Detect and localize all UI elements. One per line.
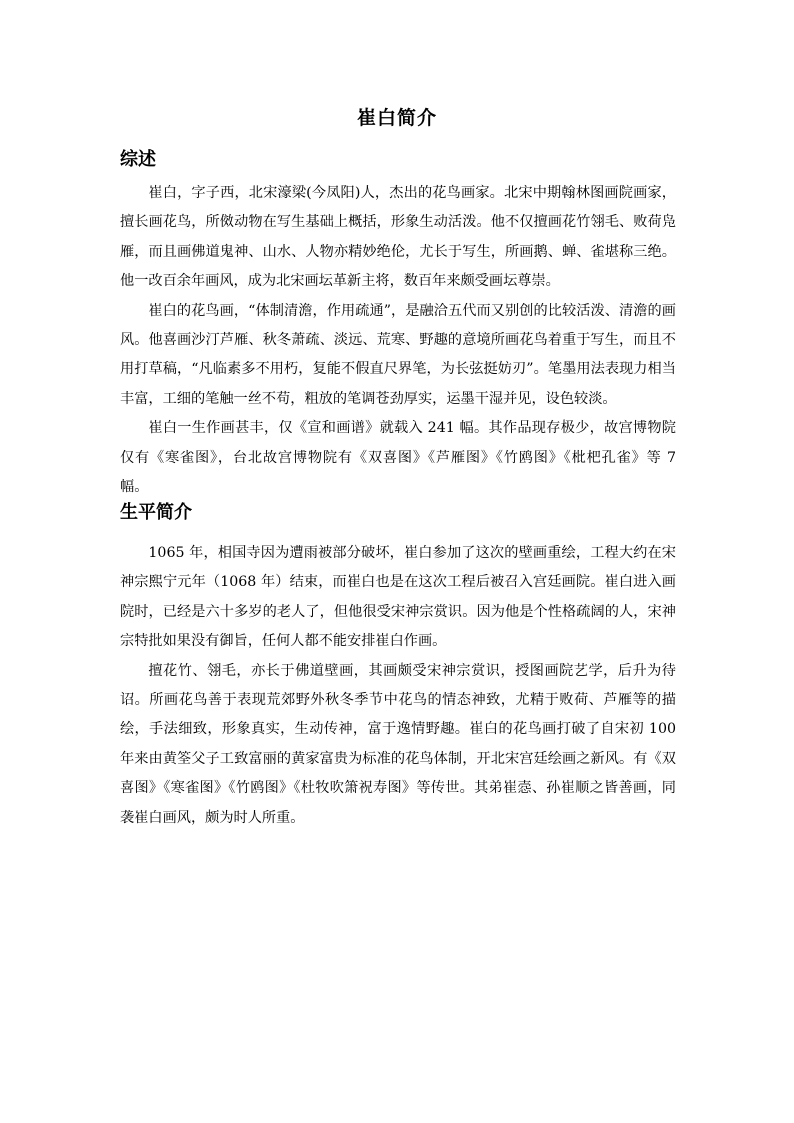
paragraph: 崔白，字子西，北宋濠梁(今凤阳)人，杰出的花鸟画家。北宋中期翰林图画院画家，擅长画花鸟，所傚动物在写生基础上概括，形象生动活泼。他不仅擅画花竹翎毛、败荷凫雁，而且画佛道鬼神、山水、人物亦精妙绝伦，尤长于写生，所画鹅、蝉、雀堪称三绝。他一改百余年画风，成为北宋画坛革新主将，数百年来颇受画坛尊崇。 [120,185,676,290]
paragraph: 1065 年，相国寺因为遭雨被部分破坏，崔白参加了这次的壁画重绘，工程大约在宋神宗熙宁元年（1068 年）结束，而崔白也是在这次工程后被召入宫廷画院。崔白进入画院时，已经是六十多岁的老人了，但他很受宋神宗赏识。因为他是个性格疏阔的人，宋神宗特批如果没有御旨，任何人都不能安排崔白作画。 [120,545,676,650]
section-heading-biography: 生平简介 [120,502,192,523]
section-body-biography [120,539,676,833]
paragraph: 擅花竹、翎毛，亦长于佛道壁画，其画颇受宋神宗赏识，授图画院艺学，后升为待诏。所画花鸟善于表现荒郊野外秋冬季节中花鸟的情态神致，尤精于败荷、芦雁等的描绘，手法细致，形象真实，生动传神，富于逸情野趣。崔白的花鸟画打破了自宋初 100 年来由黄筌父子工致富丽的黄家富贵为标准的花鸟体制，开北宋宫廷绘画之新风。有《双喜图》《寒雀图》《竹鸥图》《杜牧吹箫祝寿图》等传世。其弟崔悫、孙崔顺之皆善画，同袭崔白画风，颇为时人所重。 [120,662,676,826]
paragraph: 崔白一生作画甚丰，仅《宣和画谱》就载入 241 幅。其作品现存极少，故宫博物院仅有《寒雀图》，台北故宫博物院有《双喜图》《芦雁图》《竹鸥图》《枇杷孔雀》等 7 幅。 [120,420,676,496]
page-title: 崔白简介 [356,107,437,129]
section-heading-overview: 综述 [120,149,156,170]
section-body-overview [120,179,676,502]
paragraph: 崔白的花鸟画，“体制清澹，作用疏通”，是融洽五代而又别创的比较活泼、清澹的画风。他喜画沙汀芦雁、秋冬萧疏、淡远、荒寒、野趣的意境所画花鸟着重于写生，而且不用打草稿，“凡临素多不用朽，复能不假直尺界笔，为长弦挺妨刃”。笔墨用法表现力相当丰富，工细的笔触一丝不苟，粗放的笔调苍劲厚实，运墨干湿并见，设色较淡。 [120,302,676,407]
